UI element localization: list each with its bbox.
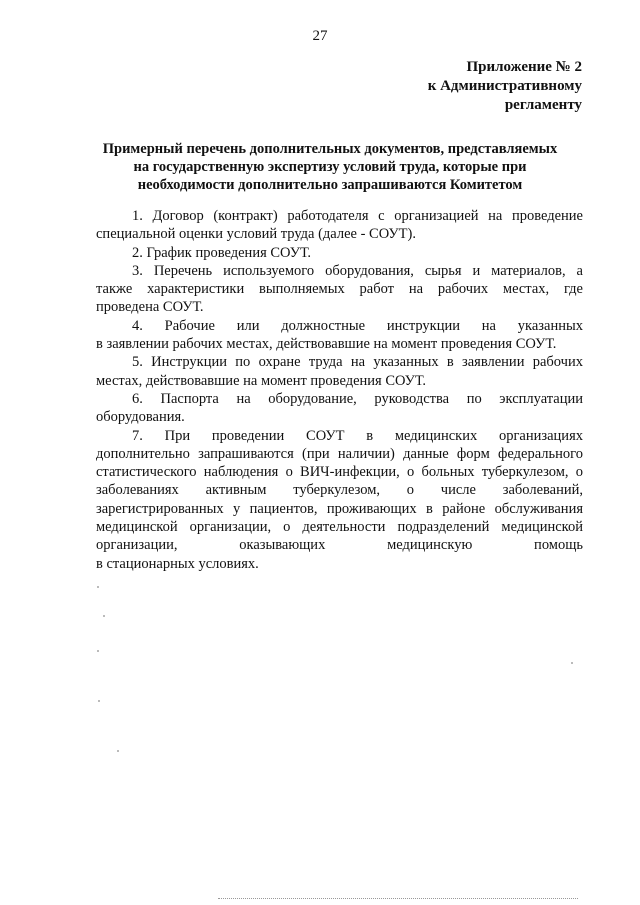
list-item-6: [96, 390, 583, 427]
title-line: Примерный перечень дополнительных документов, представляемых: [102, 141, 558, 157]
text-line: организации, оказывающих медицинскую помощь: [96, 537, 583, 554]
text-line: 4. Рабочие или должностные инструкции на указанных: [132, 317, 583, 334]
text-line: также характеристики выполняемых работ на рабочих местах, где: [96, 281, 583, 298]
text-line: в стационарных условиях.: [96, 555, 259, 572]
list-item-4: [96, 317, 583, 354]
list-item-5: [96, 353, 583, 390]
scan-speck: [98, 700, 100, 702]
text-line: в заявлении рабочих местах, действовавшие на момент проведения СОУТ.: [96, 336, 557, 353]
scan-speck: [103, 615, 105, 617]
text-line: 1. Договор (контракт) работодателя с организацией на проведение: [132, 208, 583, 224]
text-line: проведена СОУТ.: [96, 299, 204, 316]
page-number: 27: [312, 28, 328, 44]
scan-speck: [97, 586, 99, 588]
text-line: 3. Перечень используемого оборудования, сырья и материалов, а: [132, 262, 583, 279]
appendix-line: к Административному: [427, 78, 582, 94]
text-line: 6. Паспорта на оборудование, руководства по эксплуатации: [132, 390, 583, 407]
list-item-2: [96, 244, 583, 262]
appendix-line: регламенту: [504, 97, 582, 113]
text-line: зарегистрированных у пациентов, проживающих в районе обслуживания: [96, 500, 583, 517]
appendix-line: Приложение № 2: [466, 59, 582, 75]
scan-speck: [117, 750, 119, 752]
title-line: необходимости дополнительно запрашиваются Комитетом: [137, 177, 523, 193]
scan-speck: [571, 662, 573, 664]
document-body: [96, 207, 583, 573]
list-item-3: [96, 262, 583, 317]
text-line: статистического наблюдения о ВИЧ-инфекции, о больных туберкулезом, о: [96, 464, 583, 481]
text-line: оборудования.: [96, 409, 185, 426]
list-item-7: [96, 427, 583, 573]
text-line: 2. График проведения СОУТ.: [132, 244, 311, 261]
appendix-header: [322, 58, 582, 115]
title-line: на государственную экспертизу условий труда, которые при: [133, 159, 527, 175]
text-line: заболеваниях активным туберкулезом, о числе заболеваний,: [96, 482, 583, 499]
text-line: дополнительно запрашиваются (при наличии) данные форм федерального: [96, 445, 583, 462]
text-line: специальной оценки условий труда (далее - СОУТ).: [96, 226, 416, 243]
text-line: медицинской организации, о деятельности подразделений медицинской: [96, 519, 583, 536]
scan-edge-line: [218, 898, 578, 899]
text-line: 7. При проведении СОУТ в медицинских организациях: [132, 427, 583, 444]
text-line: местах, действовавшие на момент проведения СОУТ.: [96, 372, 426, 389]
scan-speck: [97, 650, 99, 652]
text-line: 5. Инструкции по охране труда на указанных в заявлении рабочих: [132, 354, 583, 371]
document-title: [70, 140, 590, 194]
list-item-1: [96, 207, 583, 244]
